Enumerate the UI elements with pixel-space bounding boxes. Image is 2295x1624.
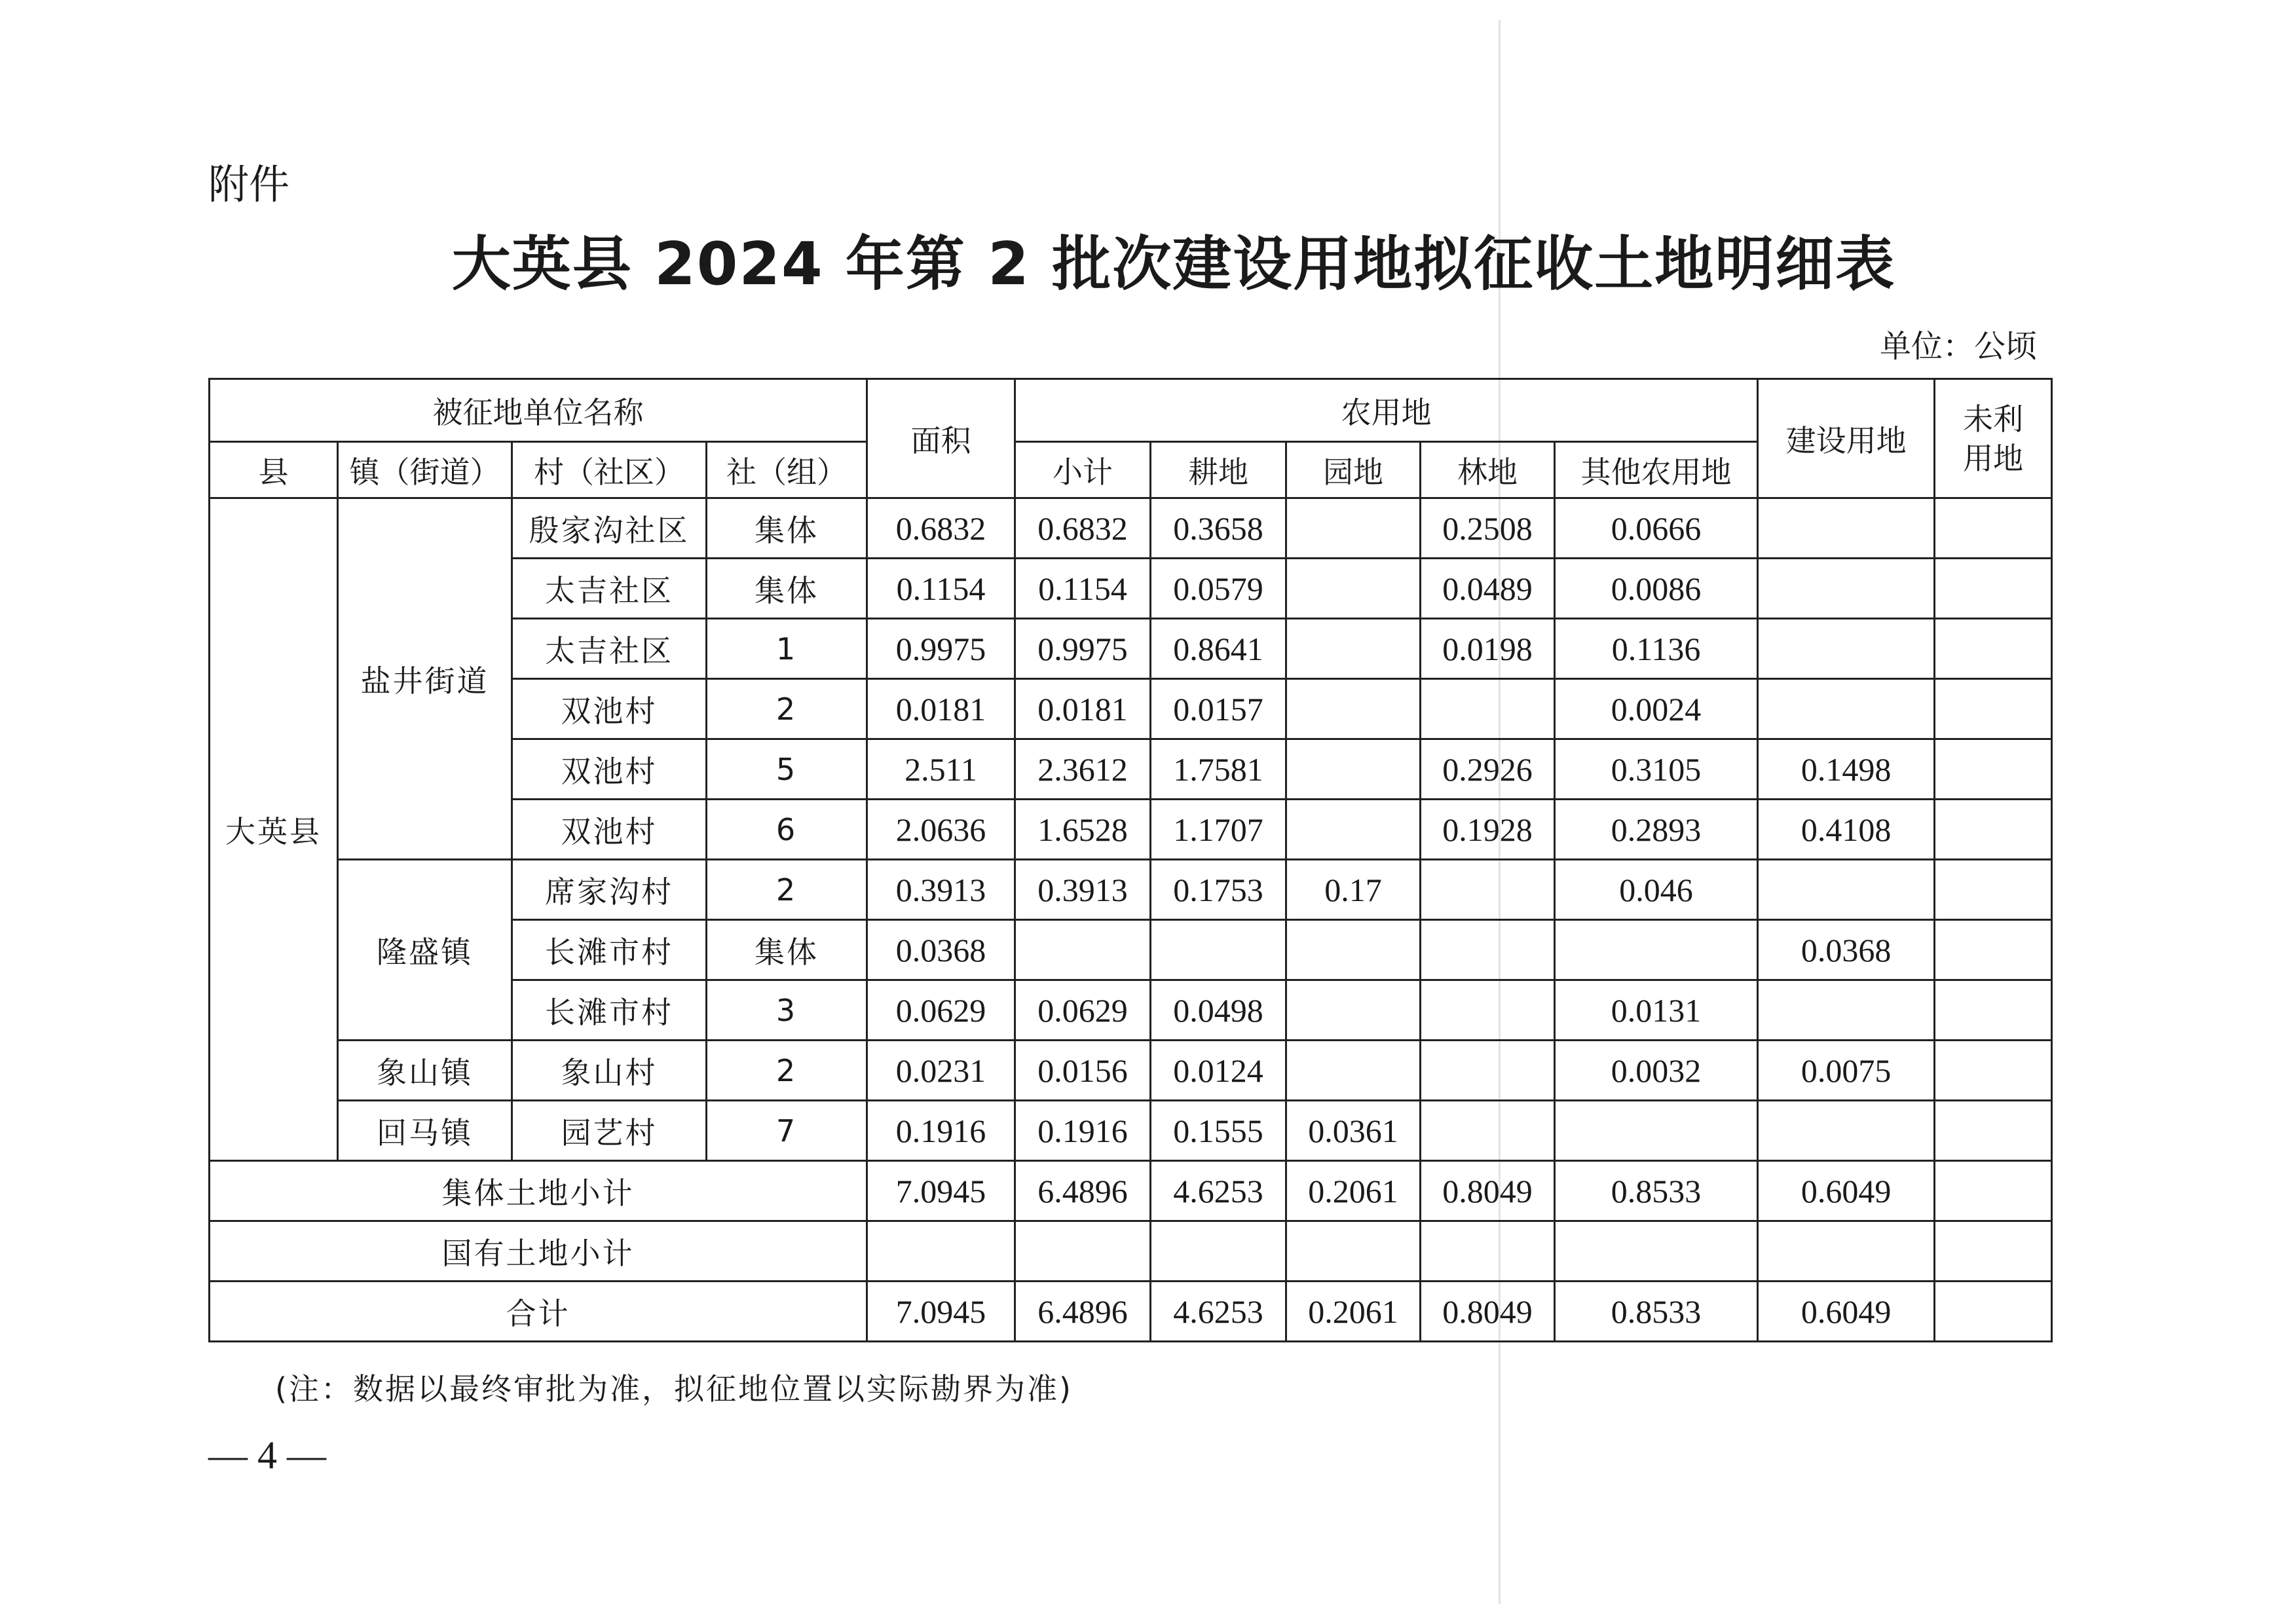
header-other-agri: 其他农用地: [1555, 442, 1758, 498]
header-unit-name: 被征地单位名称: [210, 379, 867, 442]
village-cell: 长滩市村: [512, 980, 707, 1041]
group-cell: 集体: [707, 559, 867, 619]
unused-cell: [1935, 619, 2052, 679]
subtotal-cell: 0.0156: [1015, 1041, 1151, 1101]
subtotal-cell: 0.6832: [1015, 498, 1151, 559]
subtotal-cell: 0.3913: [1015, 860, 1151, 920]
arable-cell: 0.1555: [1151, 1101, 1286, 1161]
construction-cell: 0.6049: [1758, 1161, 1935, 1221]
header-garden: 园地: [1286, 442, 1421, 498]
construction-cell: 0.4108: [1758, 800, 1935, 860]
header-group: 社（组）: [707, 442, 867, 498]
area-cell: [867, 1221, 1015, 1282]
town-cell: 回马镇: [338, 1101, 512, 1161]
forest-cell: [1421, 860, 1555, 920]
other-agri-cell: 0.3105: [1555, 739, 1758, 800]
area-cell: 2.0636: [867, 800, 1015, 860]
unused-cell: [1935, 980, 2052, 1041]
group-cell: 5: [707, 739, 867, 800]
village-cell: 席家沟村: [512, 860, 707, 920]
table-body: [210, 498, 2052, 1342]
area-cell: 0.3913: [867, 860, 1015, 920]
area-cell: 0.9975: [867, 619, 1015, 679]
area-cell: 2.511: [867, 739, 1015, 800]
page-number: — 4 —: [208, 1433, 326, 1477]
village-cell: 太吉社区: [512, 619, 707, 679]
header-forest: 林地: [1421, 442, 1555, 498]
header-row-1: [210, 379, 2052, 442]
garden-cell: [1286, 800, 1421, 860]
summary-row-state: [210, 1221, 2052, 1282]
forest-cell: 0.1928: [1421, 800, 1555, 860]
footnote: (注：数据以最终审批为准，拟征地位置以实际勘界为准): [275, 1371, 1073, 1407]
construction-cell: 0.0075: [1758, 1041, 1935, 1101]
construction-cell: [1758, 679, 1935, 739]
construction-cell: 0.6049: [1758, 1282, 1935, 1342]
header-village: 村（社区）: [512, 442, 707, 498]
other-agri-cell: 0.2893: [1555, 800, 1758, 860]
unused-cell: [1935, 1221, 2052, 1282]
construction-cell: [1758, 498, 1935, 559]
summary-label: 合计: [210, 1282, 867, 1342]
area-cell: 0.6832: [867, 498, 1015, 559]
subtotal-cell: 0.0629: [1015, 980, 1151, 1041]
group-cell: 2: [707, 860, 867, 920]
village-cell: 长滩市村: [512, 920, 707, 980]
forest-cell: [1421, 920, 1555, 980]
summary-row-collective: [210, 1161, 2052, 1221]
unused-cell: [1935, 1101, 2052, 1161]
unused-cell: [1935, 739, 2052, 800]
area-cell: 0.0629: [867, 980, 1015, 1041]
group-cell: 2: [707, 679, 867, 739]
other-agri-cell: 0.0666: [1555, 498, 1758, 559]
arable-cell: 0.1753: [1151, 860, 1286, 920]
arable-cell: 0.0498: [1151, 980, 1286, 1041]
forest-cell: [1421, 1221, 1555, 1282]
subtotal-cell: 0.1154: [1015, 559, 1151, 619]
garden-cell: 0.2061: [1286, 1161, 1421, 1221]
summary-row-total: [210, 1282, 2052, 1342]
header-arable: 耕地: [1151, 442, 1286, 498]
header-unused-land: 未利用地: [1935, 379, 2052, 498]
group-cell: 6: [707, 800, 867, 860]
table-row: [210, 860, 2052, 920]
summary-label: 国有土地小计: [210, 1221, 867, 1282]
garden-cell: [1286, 1041, 1421, 1101]
table-row: [210, 1101, 2052, 1161]
other-agri-cell: [1555, 1101, 1758, 1161]
group-cell: 7: [707, 1101, 867, 1161]
subtotal-cell: [1015, 920, 1151, 980]
arable-cell: 4.6253: [1151, 1161, 1286, 1221]
construction-cell: [1758, 980, 1935, 1041]
subtotal-cell: 2.3612: [1015, 739, 1151, 800]
group-cell: 集体: [707, 920, 867, 980]
group-cell: 3: [707, 980, 867, 1041]
garden-cell: 0.0361: [1286, 1101, 1421, 1161]
unit-label: 单位：公顷: [1879, 328, 2037, 365]
area-cell: 7.0945: [867, 1282, 1015, 1342]
arable-cell: 0.0579: [1151, 559, 1286, 619]
garden-cell: 0.17: [1286, 860, 1421, 920]
arable-cell: 0.8641: [1151, 619, 1286, 679]
construction-cell: [1758, 1101, 1935, 1161]
unused-cell: [1935, 800, 2052, 860]
arable-cell: 1.7581: [1151, 739, 1286, 800]
table-row: [210, 498, 2052, 559]
other-agri-cell: 0.1136: [1555, 619, 1758, 679]
town-cell: 盐井街道: [338, 498, 512, 860]
construction-cell: [1758, 619, 1935, 679]
forest-cell: 0.2926: [1421, 739, 1555, 800]
construction-cell: 0.0368: [1758, 920, 1935, 980]
town-cell: 象山镇: [338, 1041, 512, 1101]
land-detail-table: [208, 378, 2053, 1342]
garden-cell: [1286, 679, 1421, 739]
unused-cell: [1935, 498, 2052, 559]
construction-cell: [1758, 1221, 1935, 1282]
area-cell: 0.0231: [867, 1041, 1015, 1101]
arable-cell: 0.3658: [1151, 498, 1286, 559]
forest-cell: [1421, 1101, 1555, 1161]
unused-cell: [1935, 1161, 2052, 1221]
village-cell: 园艺村: [512, 1101, 707, 1161]
garden-cell: 0.2061: [1286, 1282, 1421, 1342]
area-cell: 0.1154: [867, 559, 1015, 619]
construction-cell: [1758, 860, 1935, 920]
subtotal-cell: 6.4896: [1015, 1161, 1151, 1221]
arable-cell: [1151, 920, 1286, 980]
header-subtotal: 小计: [1015, 442, 1151, 498]
group-cell: 集体: [707, 498, 867, 559]
arable-cell: [1151, 1221, 1286, 1282]
unused-cell: [1935, 860, 2052, 920]
forest-cell: 0.2508: [1421, 498, 1555, 559]
area-cell: 0.1916: [867, 1101, 1015, 1161]
header-agricultural-land: 农用地: [1015, 379, 1758, 442]
garden-cell: [1286, 1221, 1421, 1282]
other-agri-cell: 0.0131: [1555, 980, 1758, 1041]
subtotal-cell: 6.4896: [1015, 1282, 1151, 1342]
village-cell: 双池村: [512, 739, 707, 800]
group-cell: 2: [707, 1041, 867, 1101]
subtotal-cell: 0.9975: [1015, 619, 1151, 679]
unused-cell: [1935, 920, 2052, 980]
village-cell: 双池村: [512, 679, 707, 739]
arable-cell: 0.0157: [1151, 679, 1286, 739]
area-cell: 0.0181: [867, 679, 1015, 739]
attachment-label: 附件: [208, 160, 290, 208]
garden-cell: [1286, 920, 1421, 980]
forest-cell: 0.0489: [1421, 559, 1555, 619]
garden-cell: [1286, 619, 1421, 679]
other-agri-cell: 0.046: [1555, 860, 1758, 920]
subtotal-cell: 0.1916: [1015, 1101, 1151, 1161]
garden-cell: [1286, 980, 1421, 1041]
header-county: 县: [210, 442, 338, 498]
table-row: [210, 1041, 2052, 1101]
area-cell: 7.0945: [867, 1161, 1015, 1221]
forest-cell: [1421, 1041, 1555, 1101]
other-agri-cell: 0.0032: [1555, 1041, 1758, 1101]
unused-cell: [1935, 1041, 2052, 1101]
other-agri-cell: 0.0024: [1555, 679, 1758, 739]
arable-cell: 4.6253: [1151, 1282, 1286, 1342]
other-agri-cell: [1555, 1221, 1758, 1282]
other-agri-cell: 0.8533: [1555, 1282, 1758, 1342]
other-agri-cell: 0.8533: [1555, 1161, 1758, 1221]
header-construction-land: 建设用地: [1758, 379, 1935, 498]
header-town: 镇（街道）: [338, 442, 512, 498]
village-cell: 象山村: [512, 1041, 707, 1101]
village-cell: 太吉社区: [512, 559, 707, 619]
group-cell: 1: [707, 619, 867, 679]
other-agri-cell: 0.0086: [1555, 559, 1758, 619]
garden-cell: [1286, 559, 1421, 619]
subtotal-cell: 1.6528: [1015, 800, 1151, 860]
garden-cell: [1286, 498, 1421, 559]
construction-cell: [1758, 559, 1935, 619]
other-agri-cell: [1555, 920, 1758, 980]
forest-cell: [1421, 679, 1555, 739]
forest-cell: 0.8049: [1421, 1282, 1555, 1342]
summary-label: 集体土地小计: [210, 1161, 867, 1221]
arable-cell: 0.0124: [1151, 1041, 1286, 1101]
village-cell: 双池村: [512, 800, 707, 860]
area-cell: 0.0368: [867, 920, 1015, 980]
unused-cell: [1935, 679, 2052, 739]
garden-cell: [1286, 739, 1421, 800]
document-title: 大英县 2024 年第 2 批次建设用地拟征收土地明细表: [451, 230, 1896, 299]
county-cell: 大英县: [210, 498, 338, 1161]
header-area: 面积: [867, 379, 1015, 498]
subtotal-cell: [1015, 1221, 1151, 1282]
unused-cell: [1935, 1282, 2052, 1342]
village-cell: 殷家沟社区: [512, 498, 707, 559]
town-cell: 隆盛镇: [338, 860, 512, 1041]
unused-cell: [1935, 559, 2052, 619]
forest-cell: 0.8049: [1421, 1161, 1555, 1221]
subtotal-cell: 0.0181: [1015, 679, 1151, 739]
forest-cell: 0.0198: [1421, 619, 1555, 679]
forest-cell: [1421, 980, 1555, 1041]
construction-cell: 0.1498: [1758, 739, 1935, 800]
arable-cell: 1.1707: [1151, 800, 1286, 860]
